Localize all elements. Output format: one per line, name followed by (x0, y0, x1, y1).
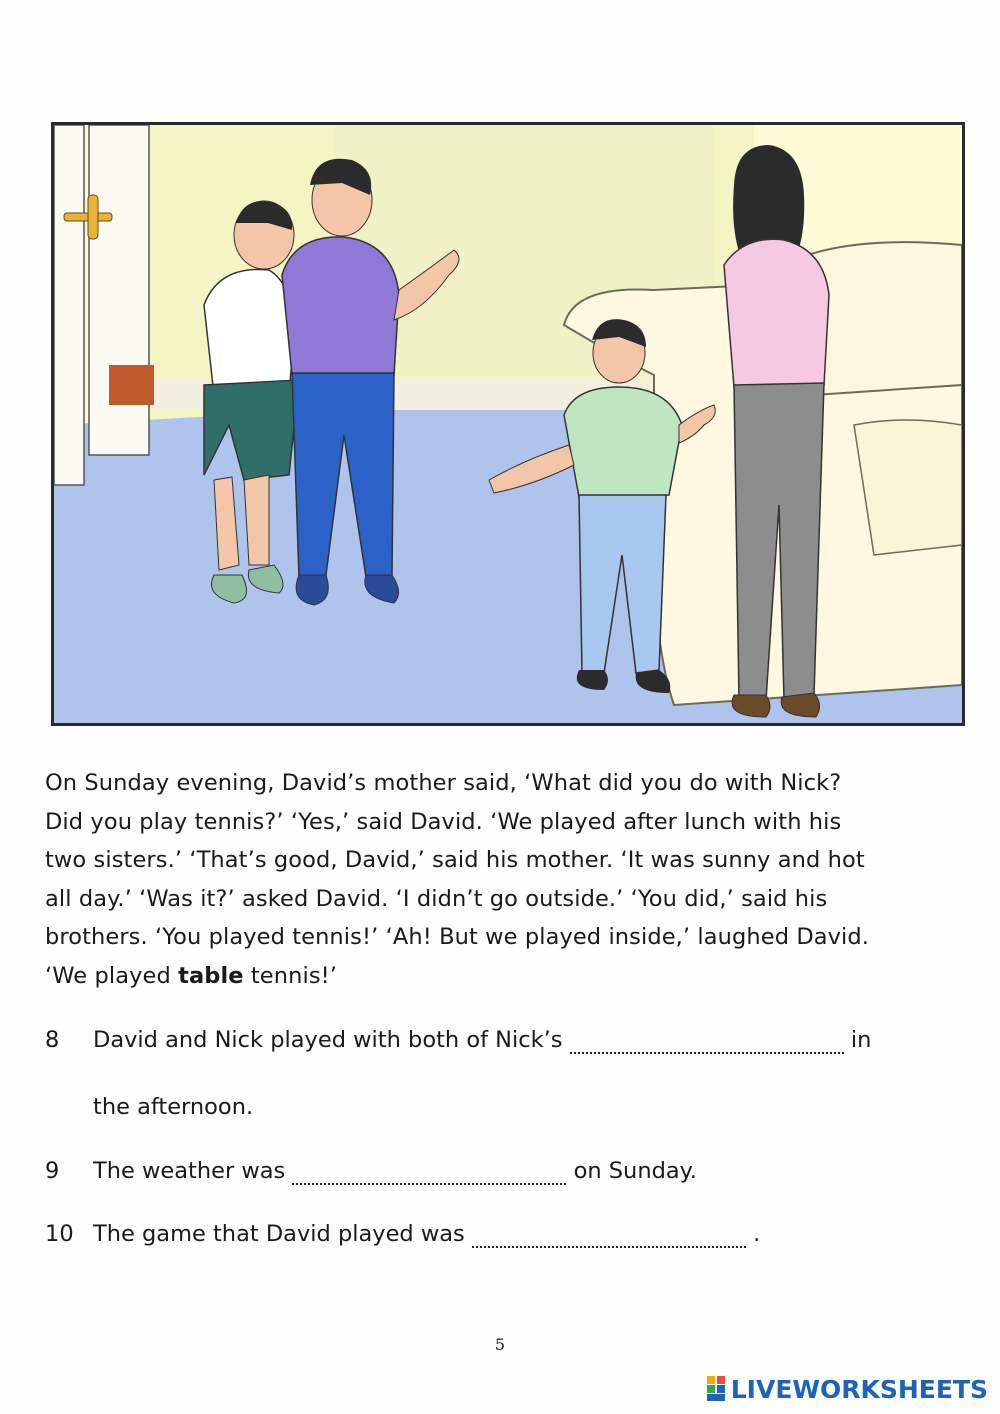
brand-name: LIVEWORKSHEETS (730, 1374, 988, 1404)
story-line (45, 957, 960, 996)
page-number: 5 (494, 1335, 506, 1354)
brand-footer (707, 1374, 988, 1404)
family-scene-image (54, 125, 962, 723)
story-last-line-after: tennis!’ (243, 962, 338, 989)
story-line: all day.’ ‘Was it?’ asked David. ‘I didn’t go outside.’ ‘You did,’ said his (45, 885, 828, 912)
question-suffix: . (753, 1221, 761, 1247)
story-text (45, 764, 960, 995)
question-number: 8 (45, 1027, 60, 1053)
answer-9-input[interactable] (292, 1159, 566, 1185)
story-line: two sisters.’ ‘That’s good, David,’ said his mother. ‘It was sunny and hot (45, 847, 865, 873)
story-line: Did you play tennis?’ ‘Yes,’ said David. ‘We played after lunch with his (45, 808, 842, 835)
question-prompt: David and Nick played with both of Nick’s (93, 1027, 563, 1053)
question-prompt: The weather was (93, 1158, 286, 1184)
story-bold-word: table (178, 962, 244, 989)
story-last-line-before: ‘We played (45, 962, 179, 989)
answer-10-input[interactable] (472, 1222, 746, 1248)
question-text (93, 1155, 697, 1187)
question-number: 10 (45, 1221, 74, 1247)
story-illustration (51, 122, 965, 726)
question-number: 9 (45, 1158, 60, 1184)
answer-8-input[interactable] (570, 1028, 844, 1054)
liveworksheets-logo-icon (707, 1376, 727, 1402)
question-prompt: The game that David played was (93, 1221, 465, 1247)
question-text (93, 1218, 760, 1250)
question-suffix: on Sunday. (573, 1158, 697, 1184)
story-line: On Sunday evening, David’s mother said, ‘What did you do with Nick? (45, 770, 842, 796)
question-suffix: in (850, 1027, 872, 1053)
story-line: brothers. ‘You played tennis!’ ‘Ah! But we played inside,’ laughed David. (45, 924, 870, 950)
question-text (93, 1024, 871, 1056)
question-8-continuation: the afternoon. (93, 1094, 254, 1120)
